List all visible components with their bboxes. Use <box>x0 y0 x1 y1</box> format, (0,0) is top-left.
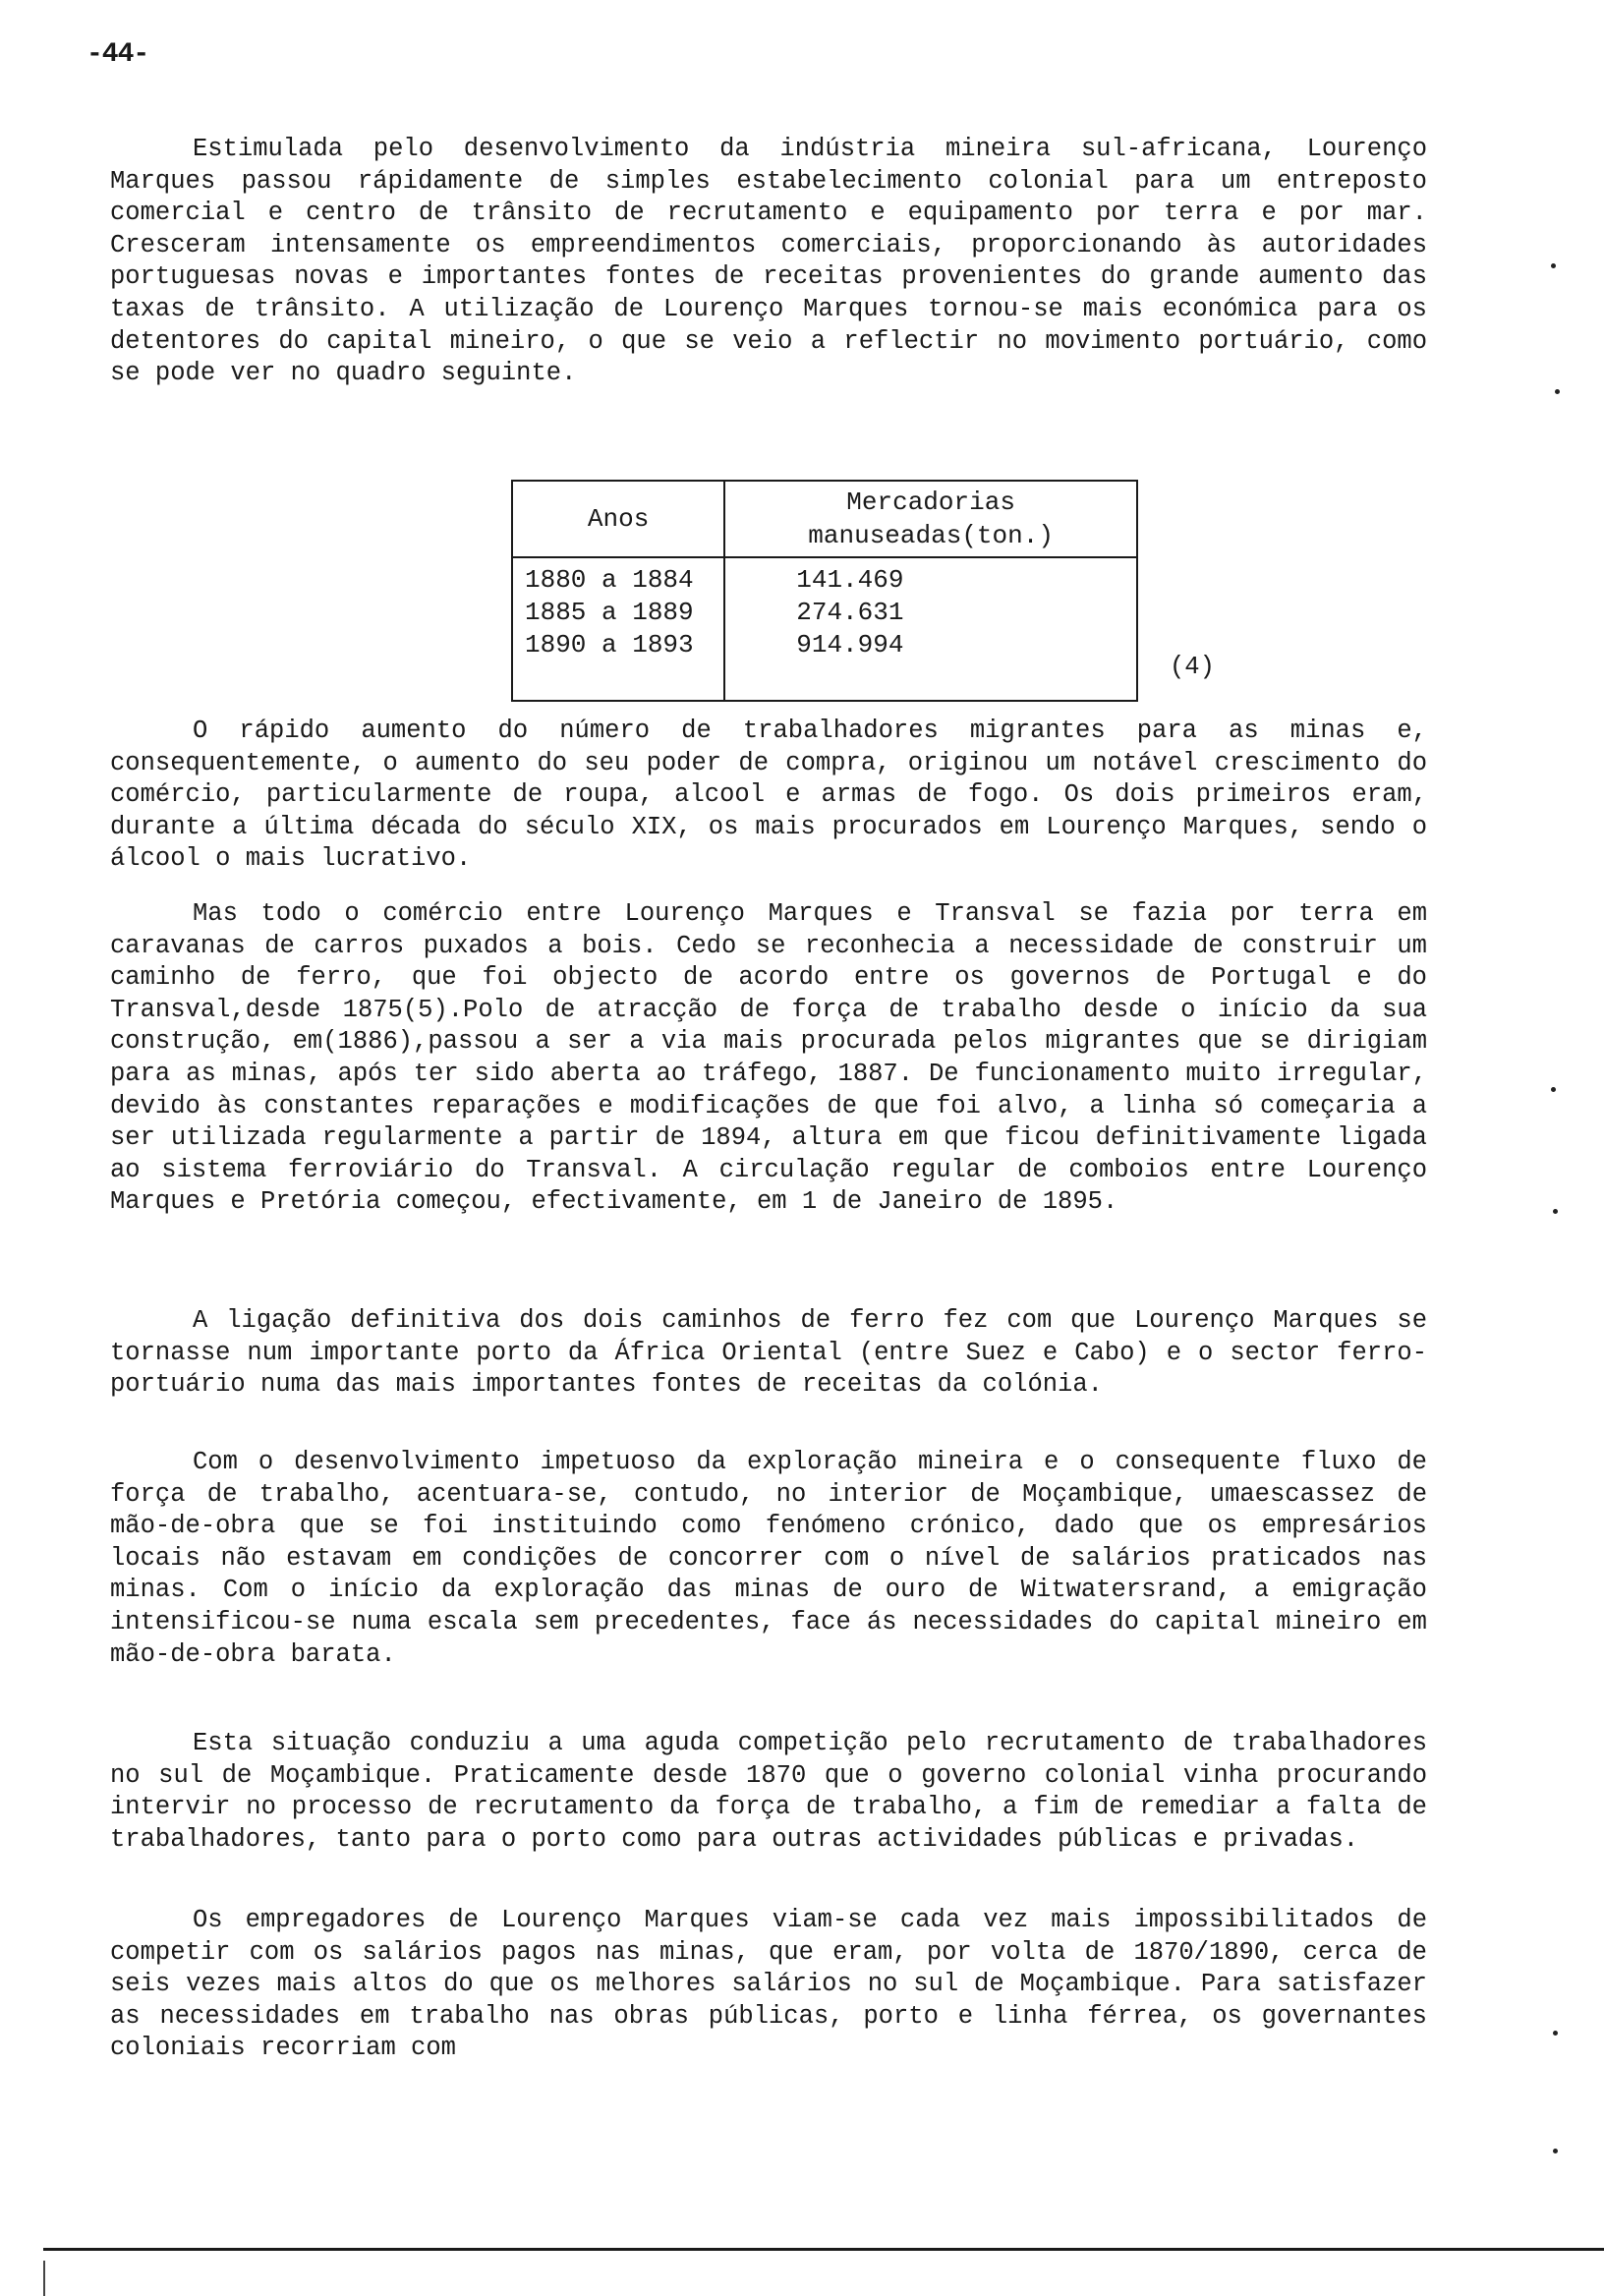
table-cell-tons: 274.631 <box>796 598 904 627</box>
paragraph-3: Mas todo o comércio entre Lourenço Marques e Transval se fazia por terra em caravanas de carros puxados a bois. Cedo se reconhecia a necessidade de construir um caminho de ferro, que foi objecto de acordo entre os governos de Portugal e do Transval,desde 1875(5).Polo de atracção de força de trabalho desde o início da sua construção, em(1886),passou a ser a via mais procurada pelos migrantes que se dirigiam para as minas, após ter sido aberta ao tráfego, 1887. De funcionamento muito irregular, devido às constantes reparações e modificações de que foi alvo, a linha só começaria a ser utilizada regularmente a partir de 1894, altura em que ficou definitivamente ligada ao sistema ferroviário do Transval. A circulação regular de comboios entre Lourenço Marques e Pretória começou, efectivamente, em 1 de Janeiro de 1895. <box>110 899 1427 1217</box>
table-cell-years: 1890 a 1893 <box>525 630 694 660</box>
tons-column <box>724 557 1137 701</box>
table-cell-tons: 914.994 <box>796 630 904 660</box>
paragraph-7: Os empregadores de Lourenço Marques viam-se cada vez mais impossibilitados de competir com os salários pagos nas minas, que eram, por volta de 1870/1890, cerca de seis vezes mais altos do que os melhores salários no sul de Moçambique. Para satisfazer as necessidades em trabalho nas obras públicas, porto e linha férrea, os governantes coloniais recorriam com <box>110 1906 1427 2063</box>
paragraph-1: Estimulada pelo desenvolvimento da indústria mineira sul-africana, Lourenço Marques passou rápidamente de simples estabelecimento colonial para um entreposto comercial e centro de trânsito de recrutamento e equipamento por terra e por mar. Cresceram intensamente os empreendimentos comerciais, proporcionando às autoridades portuguesas novas e importantes fontes de receitas provenientes do grande aumento das taxas de trânsito. A utilização de Lourenço Marques tornou-se mais económica para os detentores do capital mineiro, o que se veio a reflectir no movimento portuário, como se pode ver no quadro seguinte. <box>110 135 1427 388</box>
margin-mark <box>1553 2031 1558 2036</box>
table-header-years: Anos <box>512 481 724 557</box>
margin-mark <box>1553 1209 1558 1214</box>
margin-mark <box>1553 2149 1558 2153</box>
table-header-cargo: Mercadorias manuseadas(ton.) <box>724 481 1137 557</box>
footnote-reference: (4) <box>1170 653 1215 681</box>
table-cell-tons: 141.469 <box>796 565 904 595</box>
margin-rule <box>43 2261 47 2296</box>
paragraph-6: Esta situação conduziu a uma aguda competição pelo recrutamento de trabalhadores no sul de Moçambique. Praticamente desde 1870 que o governo colonial vinha procurando intervir no processo de recrutamento da força de trabalho, a fim de remediar a falta de trabalhadores, tanto para o porto como para outras actividades públicas e privadas. <box>110 1729 1427 1854</box>
margin-mark <box>1551 1087 1556 1092</box>
years-column <box>512 557 724 701</box>
paragraph-5: Com o desenvolvimento impetuoso da exploração mineira e o consequente fluxo de força de trabalho, acentuara-se, contudo, no interior de Moçambique, umaescassez de mão-de-obra que se foi instituindo como fenómeno crónico, dado que os empresários locais não estavam em condições de concorrer com o nível de salários praticados nas minas. Com o início da exploração das minas de ouro de Witwatersrand, a emigração intensificou-se numa escala sem precedentes, face ás necessidades do capital mineiro em mão-de-obra barata. <box>110 1448 1427 1669</box>
page-number: -44- <box>86 39 149 70</box>
paragraph-4: A ligação definitiva dos dois caminhos de ferro fez com que Lourenço Marques se tornasse num importante porto da África Oriental (entre Suez e Cabo) e o sector ferro-portuário numa das mais importantes fontes de receitas da colónia. <box>110 1306 1427 1400</box>
margin-mark <box>1555 389 1560 394</box>
margin-mark <box>1551 263 1556 268</box>
cargo-table <box>511 480 1138 702</box>
bottom-rule <box>43 2248 1604 2251</box>
table-cell-years: 1880 a 1884 <box>525 565 694 595</box>
paragraph-2: O rápido aumento do número de trabalhadores migrantes para as minas e, consequentemente, o aumento do seu poder de compra, originou um notável crescimento do comércio, particularmente de roupa, alcool e armas de fogo. Os dois primeiros eram, durante a última década do século XIX, os mais procurados em Lourenço Marques, sendo o álcool o mais lucrativo. <box>110 717 1427 874</box>
table-cell-years: 1885 a 1889 <box>525 598 694 627</box>
